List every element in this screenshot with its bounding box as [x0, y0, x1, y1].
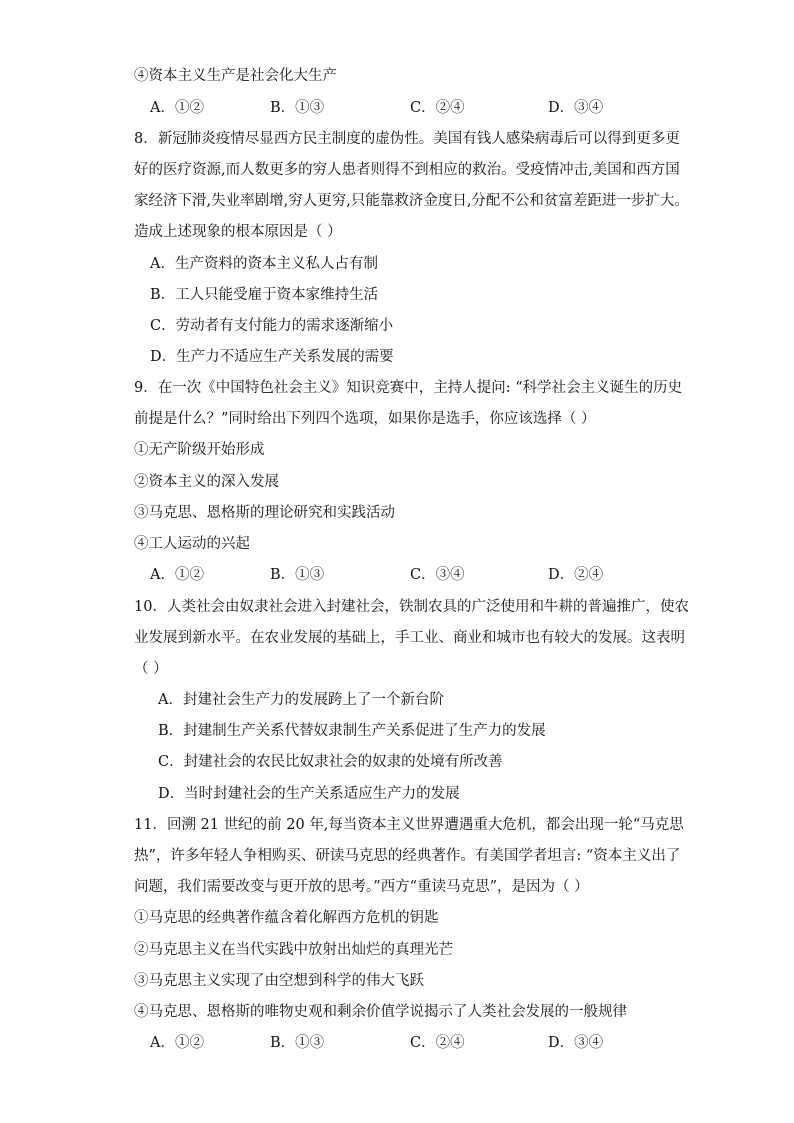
q9-stem-line-1: 9．在一次《中国特色社会主义》知识竞赛中，主持人提问: “科学社会主义诞生的历史 — [134, 380, 683, 396]
q9-statement-2: ②资本主义的深入发展 — [134, 474, 279, 490]
q11-statement-2: ②马克思主义在当代实践中放射出灿烂的真理光芒 — [134, 942, 453, 958]
q11-statement-4: ④马克思、恩格斯的唯物史观和剩余价值学说揭示了人类社会发展的一般规律 — [134, 1004, 627, 1020]
q11-option-d: D．③④ — [548, 1035, 604, 1051]
q11-option-b: B．①③ — [270, 1035, 325, 1051]
q10-option-a: A．封建社会生产力的发展跨上了一个新台阶 — [158, 692, 444, 708]
q9-statement-3: ③马克思、恩格斯的理论研究和实践活动 — [134, 505, 395, 521]
q11-option-c: C．②④ — [410, 1035, 465, 1051]
q10-stem-line-1: 10．人类社会由奴隶社会进入封建社会，铁制农具的广泛使用和牛耕的普遍推广，使农 — [134, 599, 689, 615]
q9-option-b: B．①③ — [270, 567, 325, 583]
q10-option-c: C．封建社会的农民比奴隶社会的奴隶的处境有所改善 — [158, 754, 503, 770]
q9-statement-4: ④工人运动的兴起 — [134, 536, 250, 552]
q10-option-d: D．当时封建社会的生产关系适应生产力的发展 — [158, 786, 460, 802]
q10-option-b: B．封建制生产关系代替奴隶制生产关系促进了生产力的发展 — [158, 723, 546, 739]
q8-option-c: C．劳动者有支付能力的需求逐渐缩小 — [150, 318, 394, 334]
q8-stem-line-3: 家经济下滑,失业率剧增,穷人更穷,只能靠救济金度日,分配不公和贫富差距进一步扩大。 — [134, 193, 689, 209]
q11-stem-line-3: 问题，我们需要改变与更开放的思考。”西方“重读马克思”，是因为（ ） — [134, 879, 589, 895]
q8-option-b: B．工人只能受雇于资本家维持生活 — [150, 287, 379, 303]
q9-stem-line-2: 前提是什么？”同时给出下列四个选项，如果你是选手，你应该选择（ ） — [134, 411, 596, 427]
q11-option-a: A．①② — [150, 1035, 204, 1051]
q11-stem-line-1: 11．回溯 21 世纪的前 20 年,每当资本主义世界遭遇重大危机，都会出现一轮“马克思 — [134, 817, 684, 833]
q9-option-d: D．②④ — [548, 567, 604, 583]
q10-stem-line-3: （ ） — [134, 661, 168, 677]
q9-option-a: A．①② — [150, 567, 204, 583]
q9-option-c: C．③④ — [410, 567, 465, 583]
q11-statement-3: ③马克思主义实现了由空想到科学的伟大飞跃 — [134, 973, 424, 989]
q7-statement-4: ④资本主义生产是社会化大生产 — [134, 68, 337, 84]
q7-option-a: A．①② — [150, 100, 204, 116]
q7-option-b: B．①③ — [270, 100, 325, 116]
q8-stem-line-1: 8．新冠肺炎疫情尽显西方民主制度的虚伪性。美国有钱人感染病毒后可以得到更多更 — [134, 131, 680, 147]
q8-option-d: D．生产力不适应生产关系发展的需要 — [150, 349, 394, 365]
q11-stem-line-2: 热”，许多年轻人争相购买、研读马克思的经典著作。有美国学者坦言: “资本主义出了 — [134, 848, 681, 864]
q10-stem-line-2: 业发展到新水平。在农业发展的基础上，手工业、商业和城市也有较大的发展。这表明 — [134, 630, 685, 646]
q8-stem-line-4: 造成上述现象的根本原因是（ ） — [134, 224, 342, 240]
q7-option-d: D．③④ — [548, 100, 604, 116]
q8-stem-line-2: 好的医疗资源,而人数更多的穷人患者则得不到相应的救治。受疫情冲击,美国和西方国 — [134, 162, 680, 178]
q7-option-c: C．②④ — [410, 100, 465, 116]
q11-statement-1: ①马克思的经典著作蕴含着化解西方危机的钥匙 — [134, 910, 439, 926]
q8-option-a: A．生产资料的资本主义私人占有制 — [150, 256, 378, 272]
q9-statement-1: ①无产阶级开始形成 — [134, 442, 265, 458]
